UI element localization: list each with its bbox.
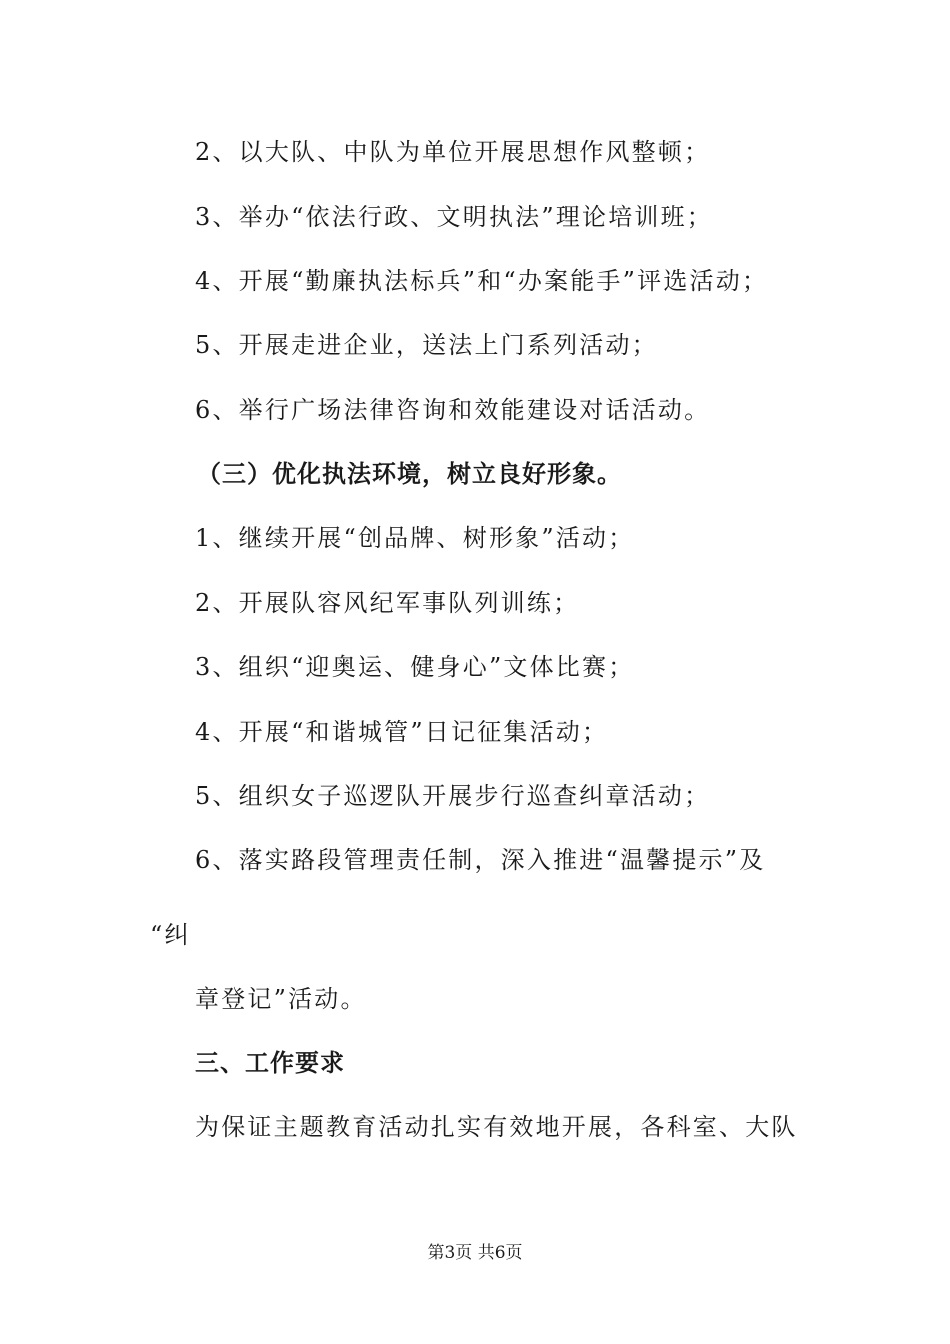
section-heading-work-requirements: 三、工作要求	[195, 1049, 345, 1077]
item-6-continuation-b: 章登记”活动。	[195, 985, 367, 1013]
item-4-diary-collection: 4、开展“和谐城管”日记征集活动；	[195, 718, 609, 746]
body-paragraph-requirements: 为保证主题教育活动扎实有效地开展，各科室、大队	[195, 1113, 798, 1141]
page-number: 第3页 共6页	[427, 1243, 523, 1263]
item-6-road-management: 6、落实路段管理责任制，深入推进“温馨提示”及	[195, 846, 766, 874]
item-2-rectification: 2、以大队、中队为单位开展思想作风整顿；	[195, 138, 711, 166]
item-5-enterprise-visit: 5、开展走进企业，送法上门系列活动；	[195, 331, 658, 359]
section-heading-3: （三）优化执法环境，树立良好形象。	[197, 460, 622, 488]
item-4-selection-activity: 4、开展“勤廉执法标兵”和“办案能手”评选活动；	[195, 267, 769, 295]
item-3-training-class: 3、举办“依法行政、文明执法”理论培训班；	[195, 203, 714, 231]
item-5-women-patrol: 5、组织女子巡逻队开展步行巡查纠章活动；	[195, 782, 711, 810]
item-6-legal-consultation: 6、举行广场法律咨询和效能建设对话活动。	[195, 396, 711, 424]
item-6-continuation-a: “纠	[150, 921, 191, 949]
item-1-brand-image: 1、继续开展“创品牌、树形象”活动；	[195, 524, 635, 552]
item-2-drill-training: 2、开展队容风纪军事队列训练；	[195, 589, 580, 617]
item-3-sports-competition: 3、组织“迎奥运、健身心”文体比赛；	[195, 653, 635, 681]
